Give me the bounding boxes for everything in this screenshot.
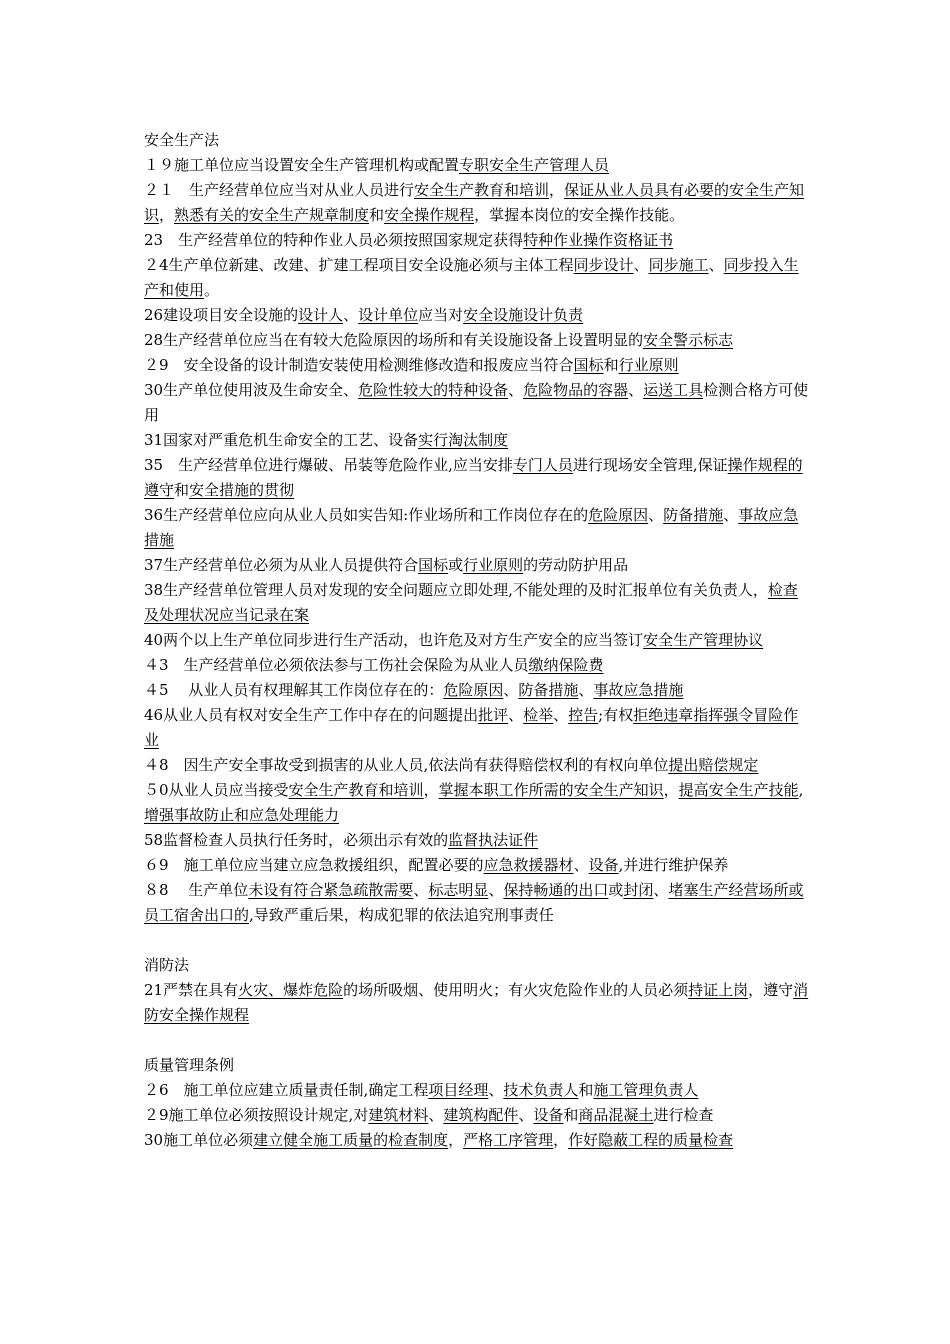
underlined-key-phrase: 设备 (533, 1106, 564, 1124)
underlined-key-phrase: 安全设施设计负责 (463, 306, 584, 324)
clause-item (144, 853, 810, 878)
clause-text: 37生产经营单位必须为从业人员提供符合 (144, 556, 419, 574)
underlined-key-phrase: 实行淘汰制度 (418, 431, 509, 449)
clause-text: 和 (174, 481, 190, 499)
section-title: 安全生产法 (144, 131, 220, 149)
clause-text: 、 (628, 381, 644, 399)
underlined-key-phrase: 批评 (478, 706, 509, 724)
clause-text: 30生产单位使用波及生命安全、 (144, 381, 359, 399)
clause-item (144, 553, 810, 578)
underlined-key-phrase: 技术负责人 (503, 1081, 579, 1099)
underlined-key-phrase: 提高安全生产技能 (678, 781, 799, 799)
underlined-key-phrase: 安全生产教育和培训 (414, 181, 550, 199)
clause-item (144, 1103, 810, 1128)
clause-item (144, 778, 810, 828)
underlined-key-phrase: 持证上岗 (688, 981, 749, 999)
clause-text: 检测合格方可使用 (144, 381, 809, 424)
section-title: 消防法 (144, 956, 190, 974)
clause-text: ,并进行维护保养 (618, 856, 729, 874)
underlined-key-phrase: 堵塞生产经营场所或员工宿舍出口的 (144, 881, 804, 924)
underlined-key-phrase: 消防安全操作规程 (144, 981, 809, 1024)
clause-text: ,导致严重后果，构成犯罪的依法追究刑事责任 (249, 906, 554, 924)
clause-text: 进行检查 (653, 1106, 714, 1124)
clause-text: １９施工单位应当设置安全生产管理机构或配置 (144, 156, 460, 174)
underlined-key-phrase: 控告 (568, 706, 599, 724)
clause-text: ，掌握本岗位的安全操作技能。 (474, 206, 685, 224)
underlined-key-phrase: 安全生产教育和培训 (288, 781, 424, 799)
clause-text: ， (663, 781, 679, 799)
underlined-key-phrase: 建筑构配件 (443, 1106, 519, 1124)
clause-item (144, 878, 810, 928)
underlined-key-phrase: 设备 (588, 856, 619, 874)
clause-text: 、 (723, 506, 739, 524)
clause-text: 和 (603, 356, 619, 374)
underlined-key-phrase: 火灾、爆炸危险 (238, 981, 344, 999)
underlined-key-phrase: 建立健全施工质量的检查制度 (253, 1131, 449, 1149)
underlined-key-phrase: 专职安全生产管理人员 (459, 156, 610, 174)
clause-text: 36生产经营单位应向从业人员如实告知:作业场所和工作岗位存在的 (144, 506, 589, 524)
underlined-key-phrase: 保持畅通的出口 (503, 881, 609, 899)
clause-text: 和 (563, 1106, 579, 1124)
underlined-key-phrase: 危险性较大的特种设备 (358, 381, 509, 399)
underlined-key-phrase: 操作规程的遵守 (144, 456, 803, 499)
underlined-key-phrase: 安全警示标志 (643, 331, 734, 349)
underlined-key-phrase: 危险原因 (443, 681, 504, 699)
clause-text: 、 (578, 681, 594, 699)
underlined-key-phrase: 运送工具 (643, 381, 704, 399)
underlined-key-phrase: 行业原则 (463, 556, 524, 574)
clause-text: 、 (553, 706, 569, 724)
clause-item (144, 628, 810, 653)
underlined-key-phrase: 检查及处理状况应当记录在案 (144, 581, 798, 624)
clause-text: 或 (608, 881, 624, 899)
clause-text: ;有权 (598, 706, 634, 724)
underlined-key-phrase: 作好隐蔽工程的质量检查 (568, 1131, 734, 1149)
clause-text: 、 (488, 1081, 504, 1099)
clause-text: 。 (204, 281, 220, 299)
clause-item (144, 153, 810, 178)
clause-text: 40两个以上生产单位同步进行生产活动，也许危及对方生产安全的应当签订 (144, 631, 644, 649)
clause-text: 进行现场安全管理,保证 (572, 456, 728, 474)
clause-text: ２１ 生产经营单位应当对从业人员进行 (144, 181, 415, 199)
clause-item (144, 353, 810, 378)
clause-text: 、 (648, 506, 664, 524)
clause-text: 26建设项目安全设施的 (144, 306, 299, 324)
clause-item (144, 228, 810, 253)
clause-item (144, 753, 810, 778)
clause-text: 的劳动防护用品 (523, 556, 629, 574)
clause-text: 和 (578, 1081, 594, 1099)
clause-item (144, 828, 810, 853)
clause-text: 46从业人员有权对安全生产工作中存在的问题提出 (144, 706, 479, 724)
underlined-key-phrase: 行业原则 (618, 356, 679, 374)
underlined-key-phrase: 施工管理负责人 (593, 1081, 699, 1099)
clause-text: ， (448, 1131, 464, 1149)
underlined-key-phrase: 专门人员 (512, 456, 573, 474)
underlined-key-phrase: 检举 (523, 706, 554, 724)
underlined-key-phrase: 拒绝违章指挥强令冒险作业 (144, 706, 799, 749)
clause-text: ４8 因生产安全事故受到损害的从业人员,依法尚有获得赔偿权利的有权向单位 (144, 756, 669, 774)
clause-text: ， (553, 1131, 569, 1149)
underlined-key-phrase: 同步施工 (648, 256, 709, 274)
clause-text: 、 (488, 881, 504, 899)
section-spacer (144, 1028, 810, 1053)
clause-text: ２4生产单位新建、改建、扩建工程项目安全设施必须与主体工程 (144, 256, 574, 274)
underlined-key-phrase: 严格工序管理 (463, 1131, 554, 1149)
document-body (144, 128, 810, 1153)
clause-text: 38生产经营单位管理人员对发现的安全问题应立即处理,不能处理的及时汇报单位有关负责人， (144, 581, 768, 599)
clause-item (144, 703, 810, 753)
underlined-key-phrase: 危险原因 (588, 506, 649, 524)
clause-item (144, 378, 810, 428)
clause-text: 、 (508, 706, 524, 724)
clause-text: ２6 施工单位应建立质量责任制,确定工程 (144, 1081, 429, 1099)
clause-text: 、 (573, 856, 589, 874)
underlined-key-phrase: 设计单位 (358, 306, 419, 324)
section-spacer (144, 928, 810, 953)
clause-text: ２9 安全设备的设计制造安装使用检测维修改造和报废应当符合 (144, 356, 574, 374)
clause-item (144, 978, 810, 1028)
underlined-key-phrase: 项目经理 (428, 1081, 489, 1099)
clause-item (144, 678, 810, 703)
clause-text: 28生产经营单位应当在有较大危险原因的场所和有关设施设备上设置明显的 (144, 331, 644, 349)
underlined-key-phrase: 商品混凝土 (578, 1106, 654, 1124)
clause-text: ４5 从业人员有权理解其工作岗位存在的： (144, 681, 444, 699)
underlined-key-phrase: 特种作业操作资格证书 (523, 231, 674, 249)
clause-text: 23 生产经营单位的特种作业人员必须按照国家规定获得 (144, 231, 524, 249)
clause-item (144, 253, 810, 303)
clause-text: ４3 生产经营单位必须依法参与工伤社会保险为从业人员 (144, 656, 529, 674)
clause-text: 和 (369, 206, 385, 224)
clause-text: 或 (448, 556, 464, 574)
clause-text: ， (423, 781, 439, 799)
clause-text: 58监督检查人员执行任务时，必须出示有效的 (144, 831, 449, 849)
underlined-key-phrase: 同步投入生产和使用 (144, 256, 799, 299)
clause-item (144, 1078, 810, 1103)
clause-text: 、 (708, 256, 724, 274)
underlined-key-phrase: 事故应急措施 (144, 506, 799, 549)
clause-text: 、 (503, 681, 519, 699)
clause-item (144, 1128, 810, 1153)
underlined-key-phrase: 增强事故防止和应急处理能力 (144, 806, 340, 824)
underlined-key-phrase: 建筑材料 (368, 1106, 429, 1124)
underlined-key-phrase: 防备措施 (518, 681, 579, 699)
clause-text: 的场所吸烟、使用明火；有火灾危险作业的人员必须 (343, 981, 689, 999)
clause-text: ， (159, 206, 175, 224)
underlined-key-phrase: 防备措施 (663, 506, 724, 524)
clause-text: , (798, 781, 804, 799)
underlined-key-phrase: 应急救援器材 (483, 856, 574, 874)
underlined-key-phrase: 国标 (573, 356, 604, 374)
underlined-key-phrase: 事故应急措施 (593, 681, 684, 699)
clause-text: 、 (428, 1106, 444, 1124)
clause-item (144, 178, 810, 228)
clause-text: 应当对 (418, 306, 464, 324)
clause-text: 、 (518, 1106, 534, 1124)
clause-text: ５0从业人员应当接受 (144, 781, 289, 799)
clause-text: 、 (413, 881, 429, 899)
underlined-key-phrase: 封闭 (623, 881, 654, 899)
underlined-key-phrase: 保证从业人员具有必要的安全生产知识 (144, 181, 805, 224)
underlined-key-phrase: 标志明显 (428, 881, 489, 899)
clause-text: 30施工单位必须 (144, 1131, 254, 1149)
clause-text: 35 生产经营单位进行爆破、吊装等危险作业,应当安排 (144, 456, 513, 474)
clause-item (144, 303, 810, 328)
underlined-key-phrase: 安全措施的贯彻 (189, 481, 295, 499)
underlined-key-phrase: 安全生产管理协议 (643, 631, 764, 649)
underlined-key-phrase: 监督执法证件 (448, 831, 539, 849)
clause-item (144, 453, 810, 503)
section-title: 质量管理条例 (144, 1056, 235, 1074)
underlined-key-phrase: 危险物品的容器 (523, 381, 629, 399)
underlined-key-phrase: 未设有符合紧急疏散需要 (248, 881, 414, 899)
underlined-key-phrase: 缴纳保险费 (528, 656, 604, 674)
clause-item (144, 503, 810, 553)
underlined-key-phrase: 安全操作规程 (384, 206, 475, 224)
clause-text: 、 (633, 256, 649, 274)
underlined-key-phrase: 国标 (418, 556, 449, 574)
clause-item (144, 653, 810, 678)
clause-text: ，遵守 (748, 981, 794, 999)
underlined-key-phrase: 掌握本职工作所需的安全生产知识 (438, 781, 664, 799)
clause-text: 、 (343, 306, 359, 324)
clause-item (144, 578, 810, 628)
underlined-key-phrase: 熟悉有关的安全生产规章制度 (174, 206, 370, 224)
clause-item (144, 428, 810, 453)
clause-text: 31国家对严重危机生命安全的工艺、设备 (144, 431, 419, 449)
clause-text: 、 (653, 881, 669, 899)
underlined-key-phrase: 同步设计 (573, 256, 634, 274)
clause-text: ６9 施工单位应当建立应急救援组织，配置必要的 (144, 856, 484, 874)
clause-text: ， (549, 181, 565, 199)
clause-text: ２9施工单位必须按照设计规定,对 (144, 1106, 369, 1124)
underlined-key-phrase: 提出赔偿规定 (668, 756, 759, 774)
clause-text: ８8 生产单位 (144, 881, 249, 899)
clause-text: 21严禁在具有 (144, 981, 239, 999)
underlined-key-phrase: 设计人 (298, 306, 344, 324)
clause-text: 、 (508, 381, 524, 399)
clause-item (144, 328, 810, 353)
